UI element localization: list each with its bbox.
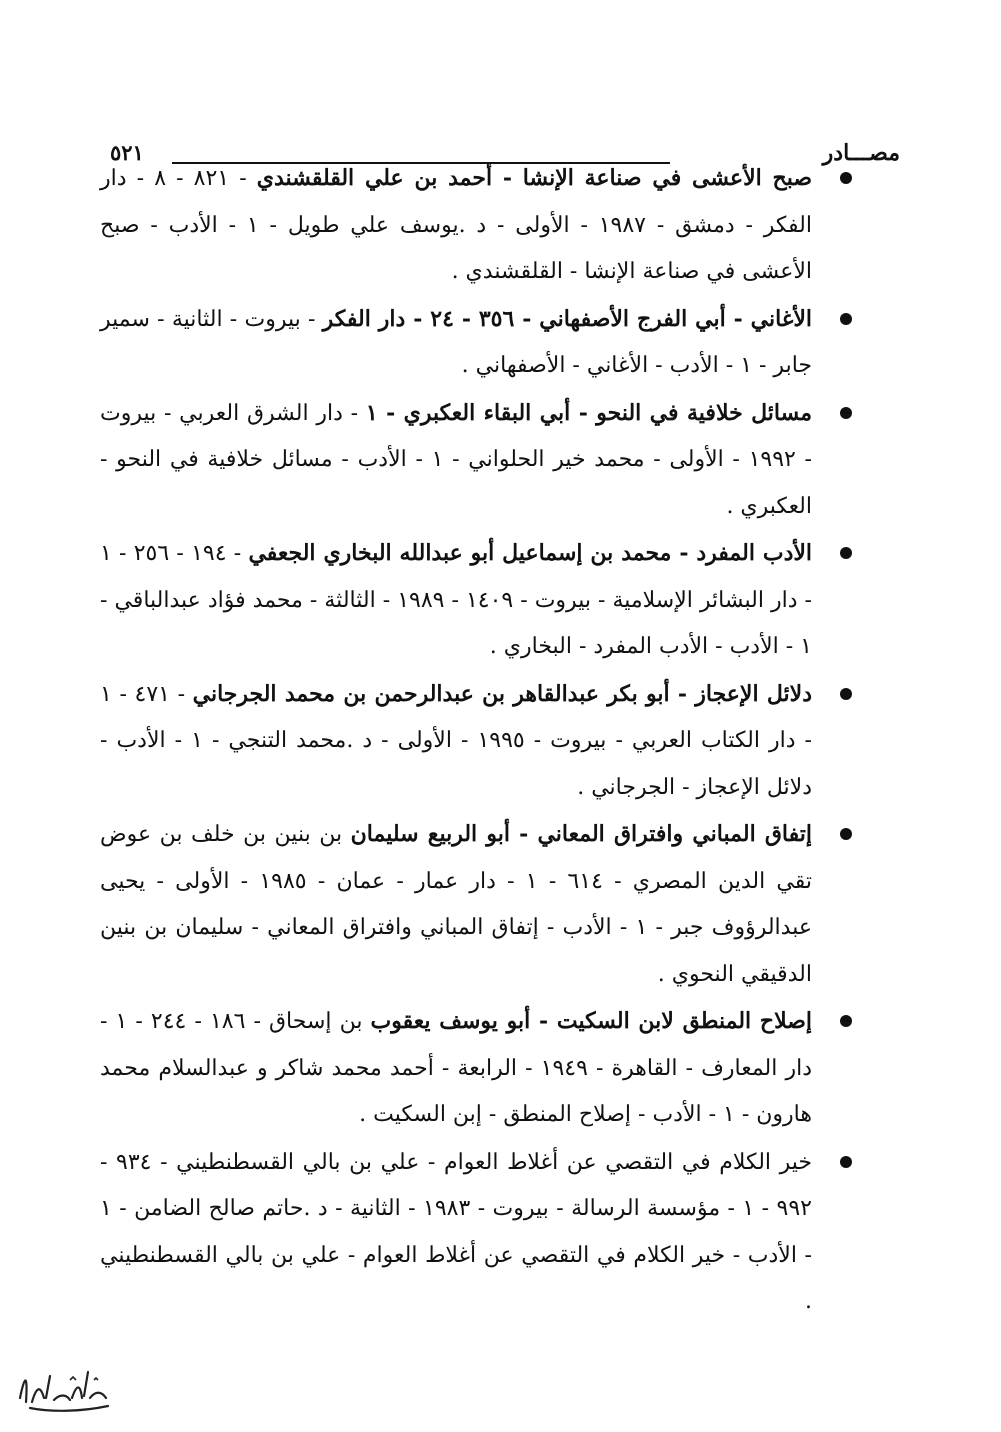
list-item xyxy=(100,1139,860,1326)
entry-body: - ٨٢١ - ٨ - دار الفكر - دمشق - ١٩٨٧ - الأولى - د .يوسف علي طويل - ١ - الأدب - صبح الأعشى في صناعة الإنشا - القلقشندي . xyxy=(100,166,812,284)
list-item xyxy=(100,296,860,390)
entry-title: الأدب المفرد - محمد بن إسماعيل أبو عبدالله البخاري الجعفي xyxy=(248,540,813,566)
entry-body: بن بنين بن خلف بن عوض تقي الدين المصري - ٦١٤ - ١ - دار عمار - عمان - ١٩٨٥ - الأولى - يحيى عبدالرؤوف جبر - ١ - الأدب - إتفاق المباني وافتراق المعاني - سليمان بن بنين الدقيقي النحوي . xyxy=(100,822,813,987)
list-item xyxy=(100,155,860,296)
entry-title: مسائل خلافية في النحو - أبي البقاء العكبري - ١ xyxy=(365,399,812,426)
entry-body: - دار الشرق العربي - بيروت - ١٩٩٢ - الأولى - محمد خير الحلواني - ١ - الأدب - مسائل خلافية في النحو - العكبري . xyxy=(100,400,812,519)
list-item xyxy=(100,530,860,671)
logo-svg xyxy=(10,1358,120,1418)
entry-title: إتفاق المباني وافتراق المعاني - أبو الربيع سليمان xyxy=(350,821,813,847)
bullet-icon xyxy=(840,547,852,559)
entry-title: دلائل الإعجاز - أبو بكر عبدالقاهر بن عبدالرحمن بن محمد الجرجاني xyxy=(192,680,812,707)
entry-body: - ١٩٤ - ٢٥٦ - ١ - دار البشائر الإسلامية - بيروت - ١٤٠٩ - ١٩٨٩ - الثالثة - محمد فؤاد عبدالباقي - ١ - الأدب - الأدب المفرد - البخاري . xyxy=(100,541,812,659)
bullet-icon xyxy=(840,313,852,325)
list-item xyxy=(100,671,860,812)
entry-title: الأغاني - أبي الفرج الأصفهاني - ٣٥٦ - ٢٤ - دار الفكر xyxy=(322,305,812,332)
list-item xyxy=(100,390,860,531)
entry-body: بن إسحاق - ١٨٦ - ٢٤٤ - ١ - دار المعارف - القاهرة - ١٩٤٩ - الرابعة - أحمد محمد شاكر و عبدالسلام محمد هارون - ١ - الأدب - إصلاح المنطق - إبن السكيت . xyxy=(100,1009,813,1127)
entry-body: - ٤٧١ - ١ - دار الكتاب العربي - بيروت - ١٩٩٥ - الأولى - د .محمد التنجي - ١ - الأدب - دلائل الإعجاز - الجرجاني . xyxy=(100,681,812,800)
section-title: مصـــادر xyxy=(822,140,900,166)
list-item xyxy=(100,998,860,1139)
page-number: ٥٢١ xyxy=(110,140,144,165)
calligraphy-logo-icon xyxy=(10,1358,120,1418)
entry-title: صبح الأعشى في صناعة الإنشا - أحمد بن علي القلقشندي xyxy=(256,165,813,191)
entry-title: إصلاح المنطق لابن السكيت - أبو يوسف يعقوب xyxy=(370,1008,813,1034)
list-item xyxy=(100,811,860,998)
bullet-icon xyxy=(840,1156,852,1168)
entry-body: خير الكلام في التقصي عن أغلاط العوام - علي بن بالي القسطنطيني - ٩٣٤ - ٩٩٢ - ١ - مؤسسة الرسالة - بيروت - ١٩٨٣ - الثانية - د .حاتم صالح الضامن - ١ - الأدب - خير الكلام في التقصي عن أغلاط العوام - علي بن بالي القسطنطيني . xyxy=(100,1149,812,1314)
bullet-icon xyxy=(840,172,852,184)
entry-body: - بيروت - الثانية - سمير جابر - ١ - الأدب - الأغاني - الأصفهاني . xyxy=(100,306,812,378)
bullet-icon xyxy=(840,828,852,840)
bullet-icon xyxy=(840,407,852,419)
bullet-icon xyxy=(840,1015,852,1027)
bullet-icon xyxy=(840,688,852,700)
bibliography-list xyxy=(100,155,860,1326)
